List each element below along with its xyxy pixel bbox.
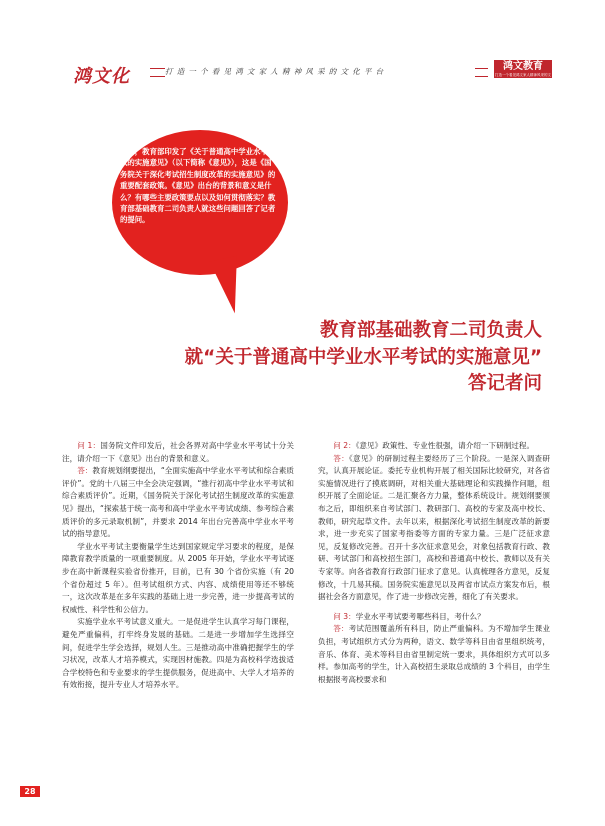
answer-1-paragraph-3: 实施学业水平考试意义重大。一是促进学生认真学习每门课程，避免严重偏科，打牢终身发展的基础。二是进一步增加学生选择空间，促进学生学会选择，规划人生。三是推动高中准确把握学生的学习状况，改革人才培养模式，实现因材施教。四是为高校科学选拔适合学校特色和专业要求的学生提供服务，促进高中、大学人才培养的有效衔接，提升专业人才培养水平。: [62, 617, 294, 690]
answer-1-text-1: 教育规划纲要提出，“全面实施高中学业水平考试和综合素质评价”。党的十八届三中全会决定强调，“推行初高中学业水平考试和综合素质评价”。近期，《国务院关于深化考试招生制度改革的实施意见》提出，“探索基于统一高考和高中学业水平考试成绩、参考综合素质评价的多元录取机制”，并要求 2014 年出台完善高中学业水平考试的指导意见。: [62, 466, 295, 539]
title-line-3: 答记者问: [467, 373, 542, 394]
publisher-logo: 鸿文教育: [494, 60, 552, 78]
right-column: [318, 440, 550, 686]
title-line-2: 就“关于普通高中学业水平考试的实施意见”: [184, 346, 542, 368]
paragraph-gap: [318, 604, 550, 611]
question-2-text: 《意见》政策性、专业性很强，请介绍一下研制过程。: [355, 441, 535, 450]
question-2: [318, 440, 550, 453]
left-column: [62, 440, 294, 692]
page-number: 28: [20, 786, 40, 797]
intro-text: 日前，教育部印发了《关于普通高中学业水平考试的实施意见》（以下简称《意见》），这是《国务院关于深化考试招生制度改革的实施意见》的重要配套政策。《意见》出台的背景和意义是什么？有哪些主要政策要点以及如何贯彻落实？教育部基础教育二司负责人就这些问题回答了记者的提问。: [120, 147, 276, 225]
title-line-1: 教育部基础教育二司负责人: [319, 320, 542, 341]
question-3-text: 学业水平考试要考哪些科目，考什么？: [355, 611, 485, 621]
answer-3-text: 考试范围覆盖所有科目，防止严重偏科。为不增加学生课业负担，考试组织方式分为两种，语文、数学等科目由省里组织统考，音乐、体育、美术等科目由省里制定统一要求，具体组织方式可以多样。参加高考的学生，计入高校招生录取总成绩的 3 个科目，由学生根据报考高校要求和: [318, 624, 550, 684]
question-1: [62, 440, 294, 465]
question-2-label: 问 2：: [333, 441, 356, 450]
answer-1-paragraph-2: 学业水平考试主要衡量学生达到国家规定学习要求的程度，是保障教育教学质量的一项重要制度。从 2005 年开始，学业水平考试逐步在高中新课程实验省份推开，目前，已有 30 个省份实施（有 20 个省份超过 5 年）。但考试组织方式、内容、成绩使用等还不够统一，这次改革是在多年实践的基础上进一步完善，进一步提高考试的权威性、科学性和公信力。: [62, 541, 294, 614]
question-1-text: 国务院文件印发后，社会各界对高中学业水平考试十分关注，请介绍一下《意见》出台的背景和意义。: [62, 441, 295, 463]
question-1-label: 问 1：: [77, 441, 101, 450]
article-title: [150, 318, 542, 398]
header-tagline: 打造一个看见鸿文家人精神风采的文化平台: [165, 66, 475, 78]
answer-2-label: 答：: [333, 453, 349, 463]
page-header: [0, 0, 605, 87]
answer-1-label: 答：: [77, 466, 93, 476]
magazine-logo: 鸿文化: [73, 66, 130, 87]
answer-2: [318, 453, 550, 604]
publisher-logo-subtitle: 打造一个看见鸿文家人精神风采的文化平台: [495, 73, 551, 82]
answer-3-label: 答：: [333, 624, 349, 634]
question-3: [318, 611, 550, 624]
answer-3: [318, 623, 550, 686]
answer-2-text: 《意见》的研制过程主要经历了三个阶段。一是深入调查研究，认真开展论证。委托专业机构开展了相关国际比较研究，对各省实施情况进行了摸底调研，对相关重大基础理论和实践操作问题，组织开展了全面论证。二是汇聚各方力量，整体系统设计。规划纲要颁布之后，即组织来自考试部门、教研部门、高校的专家及高中校长、教师，研究起草文件。去年以来，根据深化考试招生制度改革的新要求，进一步充实了国家考指委等方面的专家力量。三是广泛征求意见，反复修改完善。召开十多次征求意见会，对象包括教育行政、教研、考试部门和高校招生部门，高校和普通高中校长、教师以及有关专家等。向各省教育行政部门征求了意见。认真梳理各方意见，反复修改，十几易其稿。国务院实施意见以及两省市试点方案发布后，根据社会各方面意见，作了进一步修改完善，细化了有关要求。: [318, 453, 550, 602]
answer-1-paragraph-1: [62, 465, 294, 541]
question-3-label: 问 3：: [333, 611, 356, 621]
